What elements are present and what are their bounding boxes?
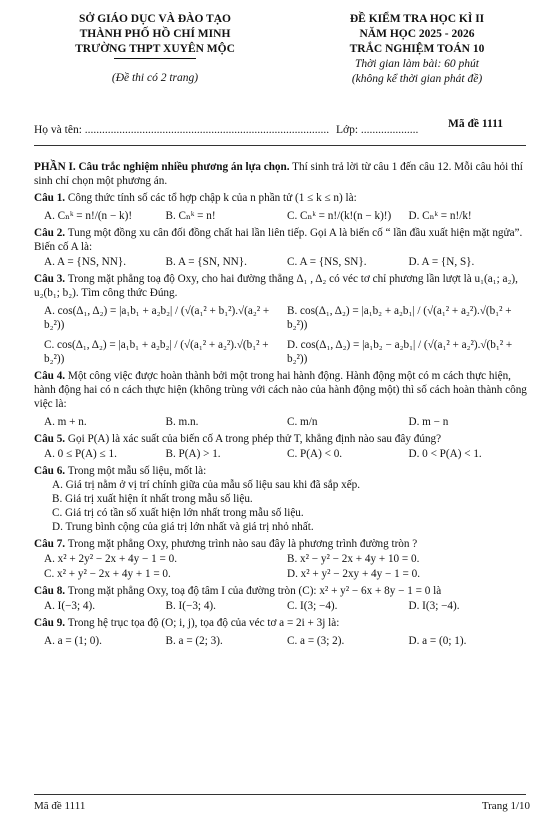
option: B. m.n. — [165, 416, 199, 428]
option: A. Giá trị nằm ở vị trí chính giữa của mẫu số liệu sau khi đã sắp xếp. — [52, 479, 361, 491]
option: A. 0 ≤ P(A) ≤ 1. — [44, 448, 117, 460]
option: B. I(−3; 4). — [165, 600, 216, 612]
options-1 — [44, 209, 530, 223]
options-7-row2 — [44, 567, 530, 581]
exam-header — [0, 12, 560, 112]
option: D. cos(Δ₁, Δ₂) = |a₁b₂ − a₂b₁| / (√(a₁² + a₂²).√(b₁² + b₂²)) — [287, 339, 513, 365]
option: C. m/n — [287, 416, 318, 428]
exam-title: ĐỀ KIỂM TRA HỌC KÌ II NĂM HỌC 2025 - 2026 TRẮC NGHIỆM TOÁN 10 Thời gian làm bài: 60 phút (không kể thời gian phát đề) — [349, 13, 485, 85]
option: B. Cₙᵏ = n! — [165, 210, 216, 222]
option: A. cos(Δ₁, Δ₂) = |a₁b₁ + a₂b₂| / (√(a₁² + b₁²).√(a₂² + b₂²)) — [44, 305, 270, 331]
option: D. x² + y² − 2xy + 4y − 1 = 0. — [287, 568, 421, 580]
part-heading: PHẦN I. Câu trắc nghiệm nhiều phương án lựa chọn. Thí sinh trả lời từ câu 1 đến câu 12. Mỗi câu hỏi thí sinh chỉ chọn một phương án. — [34, 161, 523, 187]
page-number: Trang 1/10 — [481, 800, 530, 812]
exam-body — [34, 160, 530, 648]
question-5: Câu 5. Gọi P(A) là xác suất của biến cố A trong phép thử T, khẳng định nào sau đây đúng? — [34, 433, 442, 445]
option: B. x² − y² − 2x + 4y + 10 = 0. — [287, 553, 420, 565]
option: A. Cₙᵏ = n!/(n − k)! — [44, 210, 133, 222]
header-divider — [34, 145, 526, 146]
options-7-row1 — [44, 552, 530, 566]
option: B. P(A) > 1. — [165, 448, 221, 460]
option: D. m − n — [408, 416, 449, 428]
question-3: Câu 3. Trong mặt phẳng toạ độ Oxy, cho hai đường thẳng Δ₁ , Δ₂ có véc tơ chỉ phương lần lượt là u₁(a₁; a₂), u₂(b₁; b₂). Tìm công thức Đúng. — [34, 273, 518, 299]
question-1: Câu 1. Công thức tính số các tổ hợp chập k của n phần tử (1 ≤ k ≤ n) là: — [34, 192, 357, 204]
option: C. a = (3; 2). — [287, 635, 345, 647]
option: D. I(3; −4). — [408, 600, 460, 612]
options-5 — [44, 447, 530, 461]
footer-divider — [34, 794, 526, 795]
department-name: SỞ GIÁO DỤC VÀ ĐÀO TẠO THÀNH PHỐ HỒ CHÍ MINH TRƯỜNG THPT XUYÊN MỘC (Đề thi có 2 trang) — [40, 12, 270, 86]
option: D. a = (0; 1). — [408, 635, 467, 647]
question-7: Câu 7. Trong mặt phẳng Oxy, phương trình nào sau đây là phương trình đường tròn ? — [34, 538, 418, 550]
option: A. a = (1; 0). — [44, 635, 102, 647]
option: A. m + n. — [44, 416, 87, 428]
option: D. Trung bình cộng của giá trị lớn nhất và giá trị nhỏ nhất. — [52, 521, 314, 533]
option: C. I(3; −4). — [287, 600, 338, 612]
header-underline — [114, 58, 196, 59]
option: B. a = (2; 3). — [165, 635, 223, 647]
options-9 — [44, 634, 530, 648]
options-3-row2 — [44, 338, 530, 366]
option: C. A = {NS, SN}. — [287, 256, 367, 268]
footer-exam-code: Mã đề 1111 — [34, 800, 86, 812]
question-9: Câu 9. Trong hệ trục tọa độ (O; i, j), tọa độ của véc tơ a = 2i + 3j là: — [34, 617, 340, 629]
option: B. Giá trị xuất hiện ít nhất trong mẫu số liệu. — [52, 493, 253, 505]
option: D. 0 < P(A) < 1. — [408, 448, 482, 460]
option: D. A = {N, S}. — [408, 256, 475, 268]
question-8: Câu 8. Trong mặt phẳng Oxy, toạ độ tâm I của đường tròn (C): x² + y² − 6x + 8y − 1 = 0 là — [34, 585, 442, 597]
option: C. x² + y² − 2x + 4y + 1 = 0. — [44, 568, 171, 580]
question-6: Câu 6. Trong một mẫu số liệu, mốt là: — [34, 465, 207, 477]
options-2 — [44, 255, 530, 269]
option: B. cos(Δ₁, Δ₂) = |a₁b₂ + a₂b₁| / (√(a₁² + a₂²).√(b₁² + b₂²)) — [287, 305, 512, 331]
options-3-row1 — [44, 304, 530, 332]
option: A. x² + 2y² − 2x + 4y − 1 = 0. — [44, 553, 178, 565]
option: A. A = {NS, NN}. — [44, 256, 127, 268]
student-name-field: Họ và tên: ..................................................................................... — [34, 124, 330, 136]
class-field: Lớp: .................... — [336, 124, 419, 136]
option: D. Cₙᵏ = n!/k! — [408, 210, 472, 222]
option: A. I(−3; 4). — [44, 600, 96, 612]
options-8 — [44, 599, 530, 613]
options-4 — [44, 415, 530, 429]
page-count-note: (Đề thi có 2 trang) — [111, 72, 199, 84]
option: C. cos(Δ₁, Δ₂) = |a₁b₁ + a₂b₂| / (√(a₁² + a₂²).√(b₁² + b₂²)) — [44, 339, 269, 365]
question-2: Câu 2. Tung một đồng xu cân đối đồng chất hai lần liên tiếp. Gọi A là biến cố “ lần đầu xuất hiện mặt ngửa”. Biến cố A là: — [34, 227, 523, 253]
option: C. Cₙᵏ = n!/(k!(n − k)!) — [287, 210, 392, 222]
option: B. A = {SN, NN}. — [165, 256, 247, 268]
page-footer — [34, 800, 530, 812]
option: C. P(A) < 0. — [287, 448, 343, 460]
option: C. Giá trị có tần số xuất hiện lớn nhất trong mẫu số liệu. — [52, 507, 304, 519]
question-4: Câu 4. Một công việc được hoàn thành bởi một trong hai hành động. Hành động một có m cách thực hiện, hành động hai có n cách thực hiện (không trùng với cách nào của hành động một) thì số cách hoàn thành công việc là: — [34, 370, 527, 410]
exam-code: Mã đề 1111 — [448, 118, 503, 130]
